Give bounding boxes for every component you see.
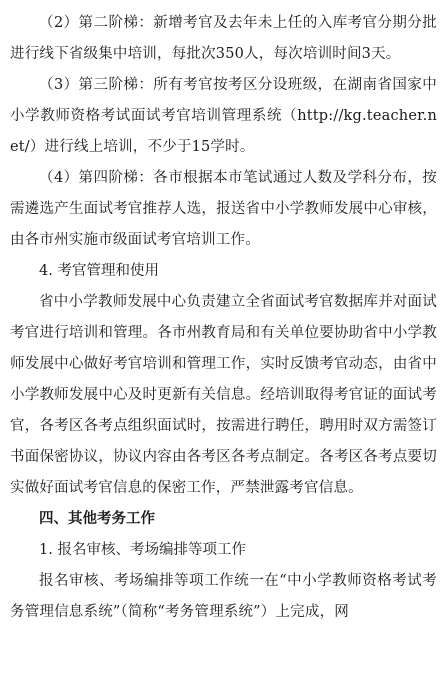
section-heading-examiner-management: 4. 考官管理和使用 <box>39 263 159 279</box>
paragraph-registration-review: 报名审核、考场编排等项工作统一在“中小学教师资格考试考务管理信息系统”（简称“考务管理系统”）上完成，网 <box>10 573 437 620</box>
section-heading-registration-review: 1. 报名审核、考场编排等项工作 <box>39 542 246 558</box>
paragraph-stage-two: （2）第二阶梯：新增考官及去年未上任的入库考官分期分批进行线下省级集中培训，每批次350人，每次培训时间3天。 <box>10 15 437 62</box>
paragraph-stage-three: （3）第三阶梯：所有考官按考区分设班级，在湖南省国家中小学教师资格考试面试考官培训管理系统（http://kg.teacher.net/）进行线上培训，不少于15学时。 <box>10 77 437 155</box>
paragraph-stage-four: （4）第四阶梯：各市根据本市笔试通过人数及学科分布，按需遴选产生面试考官推荐人选，报送省中小学教师发展中心审核，由各市州实施市级面试考官培训工作。 <box>10 170 437 248</box>
paragraph-examiner-management: 省中小学教师发展中心负责建立全省面试考官数据库并对面试考官进行培训和管理。各市州教育局和有关单位要协助省中小学教师发展中心做好考官培训和管理工作，实时反馈考官动态，由省中小学教师发展中心及时更新有关信息。经培训取得考官证的面试考官，各考区各考点组织面试时，按需进行聘任，聘用时双方需签订书面保密协议，协议内容由各考区各考点制定。各考区各考点要切实做好面试考官信息的保密工作，严禁泄露考官信息。 <box>10 294 437 496</box>
chapter-heading-other-affairs: 四、其他考务工作 <box>39 511 155 527</box>
